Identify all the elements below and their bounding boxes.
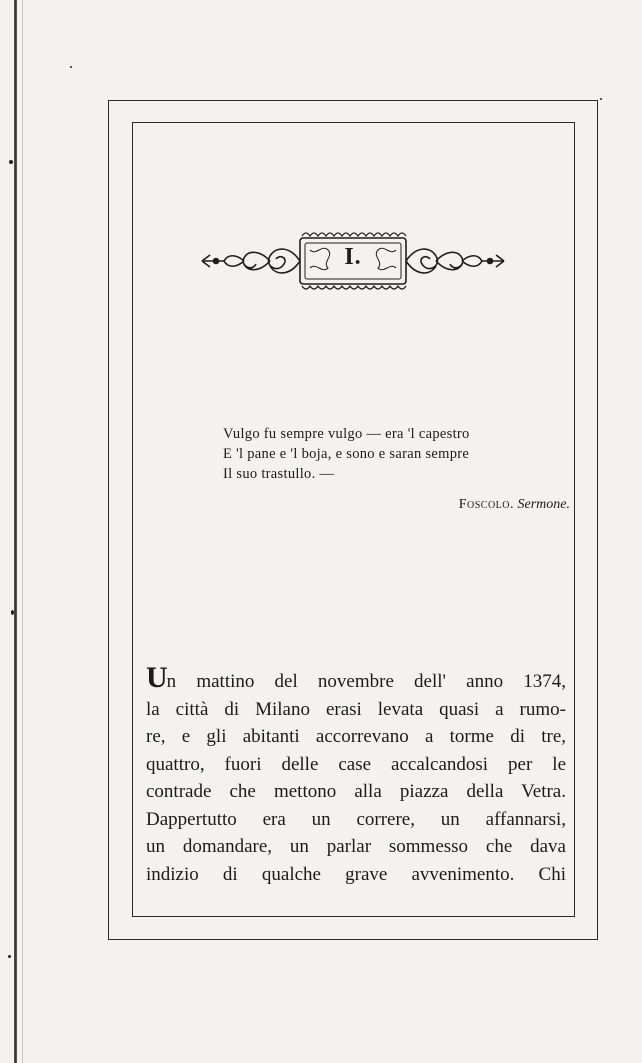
epigraph-line: Il suo trastullo. — <box>223 466 335 482</box>
first-line-text: n mattino del novembre dell' anno 1374, <box>166 671 566 692</box>
epigraph-line: E 'l pane e 'l boja, e sono e saran sempre <box>223 446 470 462</box>
body-line: la città di Milano erasi levata quasi a rumo- <box>146 698 566 720</box>
body-first-line <box>146 661 566 696</box>
epigraph-line: Vulgo fu sempre vulgo — era 'l capestro <box>223 426 470 442</box>
body-line: contrade che mettono alla piazza della Vetra. <box>146 781 566 802</box>
page-gutter-line <box>22 0 23 1063</box>
chapter-number: I. <box>344 244 362 270</box>
book-spine-shadow <box>14 0 17 1063</box>
epigraph <box>223 424 568 484</box>
epigraph-author: Foscolo. <box>458 497 514 512</box>
chapter-body-text <box>146 661 566 888</box>
epigraph-work: Sermone. <box>517 497 570 512</box>
body-line: un domandare, un parlar sommesso che dava <box>146 836 566 857</box>
body-line: indizio di qualche grave avvenimento. Chi <box>146 863 566 885</box>
body-line: Dappertutto era un correre, un affannarsi, <box>146 808 566 830</box>
epigraph-attribution <box>370 497 570 513</box>
body-line: re, e gli abitanti accorrevano a torme di tre, <box>146 726 566 747</box>
body-line: quattro, fuori delle case accalcandosi per le <box>146 753 566 775</box>
drop-initial: U <box>146 661 167 694</box>
